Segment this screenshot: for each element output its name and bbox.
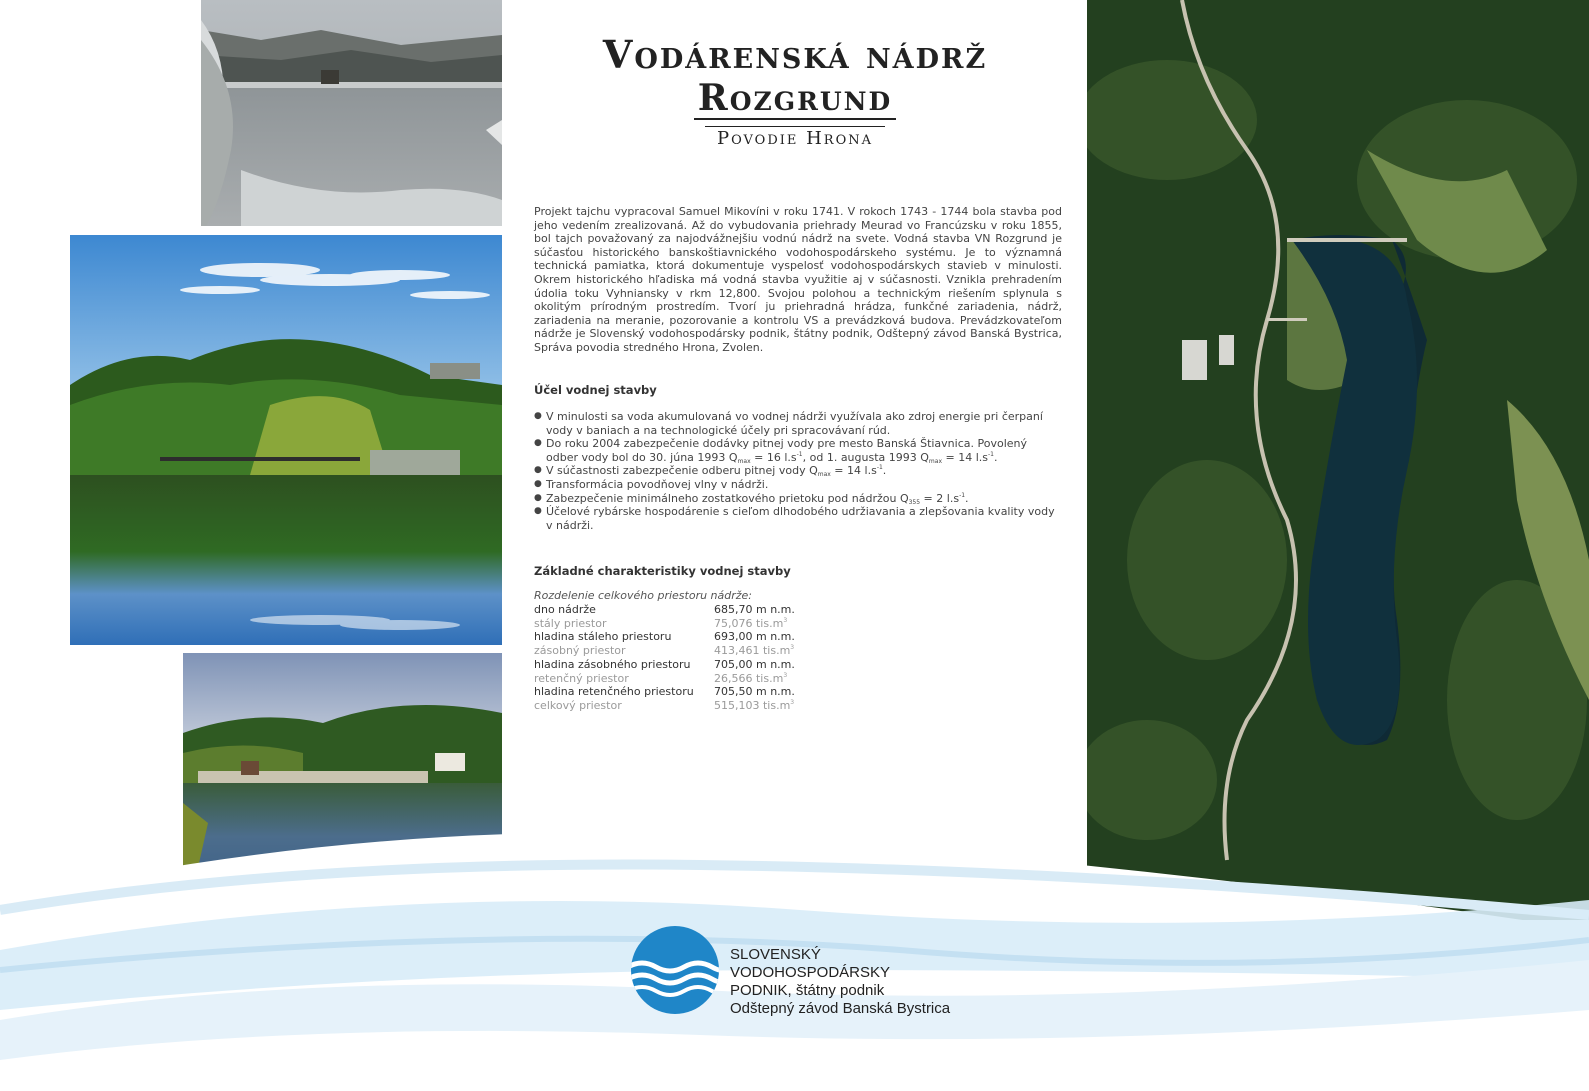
row-label: hladina stáleho priestoru xyxy=(534,630,672,644)
purpose-list xyxy=(534,410,1062,532)
list-item-text: Účelové rybárske hospodárenie s cieľom dlhodobého udržiavania a zlepšovania kvality vody v nádrži. xyxy=(546,505,1055,532)
list-item-text: . xyxy=(882,464,887,478)
superscript: -1 xyxy=(796,450,803,458)
summer-reservoir-photo xyxy=(70,235,502,645)
row-value: 26,566 $tis.m^3$ xyxy=(714,671,788,685)
list-item-text: , od 1. augusta 1993 Q xyxy=(802,450,929,464)
table-row xyxy=(534,630,834,644)
row-value: 515,103 $tis.m^3$ xyxy=(714,698,795,712)
list-item xyxy=(534,410,1062,437)
table-row xyxy=(534,699,834,713)
organization-name xyxy=(730,946,950,1018)
list-item xyxy=(534,505,1062,532)
row-value: 705,00 m n.m. xyxy=(714,657,795,671)
list-item-text: = 14 l.s xyxy=(830,464,877,478)
row-label: celkový priestor xyxy=(534,698,622,712)
list-item xyxy=(534,464,1062,478)
row-label: dno nádrže xyxy=(534,603,596,616)
list-item xyxy=(534,492,1062,506)
row-label: retenčný priestor xyxy=(534,671,629,685)
org-line-3: PODNIK, štátny podnik xyxy=(730,982,885,999)
page-subtitle: Rozgrund xyxy=(694,78,896,120)
title-block xyxy=(540,32,1050,149)
superscript: -1 xyxy=(876,464,883,472)
list-item-text: V súčastnosti zabezpečenie odberu pitnej vody Q xyxy=(546,464,818,478)
row-label: hladina zásobného priestoru xyxy=(534,657,691,671)
superscript: -1 xyxy=(988,450,994,458)
org-line-1: SLOVENSKÝ xyxy=(730,946,821,963)
list-item-text: Zabezpečenie minimálneho zostatkového prietoku pod nádržou Q xyxy=(546,491,909,505)
table-row xyxy=(534,644,834,658)
winter-reservoir-photo xyxy=(201,0,502,226)
org-line-2: VODOHOSPODÁRSKY xyxy=(730,964,891,981)
subscript: max xyxy=(928,457,942,465)
list-item xyxy=(534,437,1062,464)
stats-caption: Rozdelenie celkového priestoru nádrže: xyxy=(534,589,753,602)
list-item xyxy=(534,478,1062,492)
list-item-text: = 14 l.s xyxy=(942,450,988,464)
table-row xyxy=(534,658,834,672)
characteristics-heading: Základné charakteristiky vodnej stavby xyxy=(534,564,791,578)
list-item-text: Transformácia povodňovej vlny v nádrži. xyxy=(546,477,769,491)
row-value: 693,00 m n.m. xyxy=(714,630,795,644)
page-title: Vodárenská nádrž xyxy=(602,32,988,77)
org-line-4: Odštepný závod Banská Bystrica xyxy=(730,1000,951,1017)
list-item-text: Do roku 2004 zabezpečenie dodávky pitnej vody pre mesto Banská Štiavnica. Povolený odber vody bol do 30. júna 1993 Q xyxy=(546,437,1028,464)
row-label: zásobný priestor xyxy=(534,644,626,658)
list-item-text: = 16 l.s xyxy=(750,450,797,464)
list-item-text: = 2 l.s xyxy=(920,491,960,505)
purpose-heading: Účel vodnej stavby xyxy=(534,383,657,397)
table-row xyxy=(534,617,834,631)
basin-name: Povodie Hrona xyxy=(705,126,885,149)
superscript: -1 xyxy=(959,491,966,499)
subscript: max xyxy=(737,457,751,465)
row-value: 75,076 $tis.m^3$ xyxy=(714,616,788,630)
list-item-text: V minulosti sa voda akumulovaná vo vodnej nádrži využívala ako zdroj energie pri čerpaní vody v baniach a na technologické účely pri spracovávaní rúd. xyxy=(546,410,1043,437)
stats-table xyxy=(534,603,834,713)
row-value: 685,70 m n.m. xyxy=(714,603,795,616)
aerial-map-photo xyxy=(1087,0,1589,920)
table-row xyxy=(534,672,834,686)
logo-icon xyxy=(630,925,720,1015)
subscript: max xyxy=(817,471,831,479)
subscript: 355 xyxy=(908,498,921,506)
row-value: 705,50 m n.m. xyxy=(714,685,795,699)
row-label: hladina retenčného priestoru xyxy=(534,685,694,699)
row-value: 413,461 $tis.m^3$ xyxy=(714,644,795,658)
list-item-text: . xyxy=(965,491,969,505)
table-row xyxy=(534,685,834,699)
intro-paragraph: Projekt tajchu vypracoval Samuel Mikovíni v roku 1741. V rokoch 1743 - 1744 bola stavba pod jeho vedením zrealizovaná. Až do vybudovania priehrady Meurad vo Francúzsku v roku 1855, bol tajch považovaný za najodvážnejšiu vodnú nádrž na svete. Vodná stavba VN Rozgrund je súčasťou historického banskoštiavnického vodohospodárskeho systému. Je to významná technická pamiatka, ktorá dokumentuje vyspelosť vodohospodárskych stavieb v minulosti. Okrem historického hľadiska má vodná stavba využitie aj v súčasnosti. Vznikla prehradením údolia toku Vyhniansky v rkm 12,800. Svojou polohou a technickým riešením splynula s okolitým prírodným prostredím. Tvorí ju priehradná hrádza, funkčné zariadenia, nádrž, zariadenia na meranie, pozorovanie a kontrolu VS a prevádzková budova. Prevádzkovateľom nádrže je Slovenský vodohospodársky podnik, štátny podnik, Odštepný závod Banská Bystrica, Správa povodia stredného Hrona, Zvolen. xyxy=(534,205,1062,354)
list-item-text: . xyxy=(993,450,998,464)
row-label: stály priestor xyxy=(534,616,607,630)
table-row xyxy=(534,603,834,617)
